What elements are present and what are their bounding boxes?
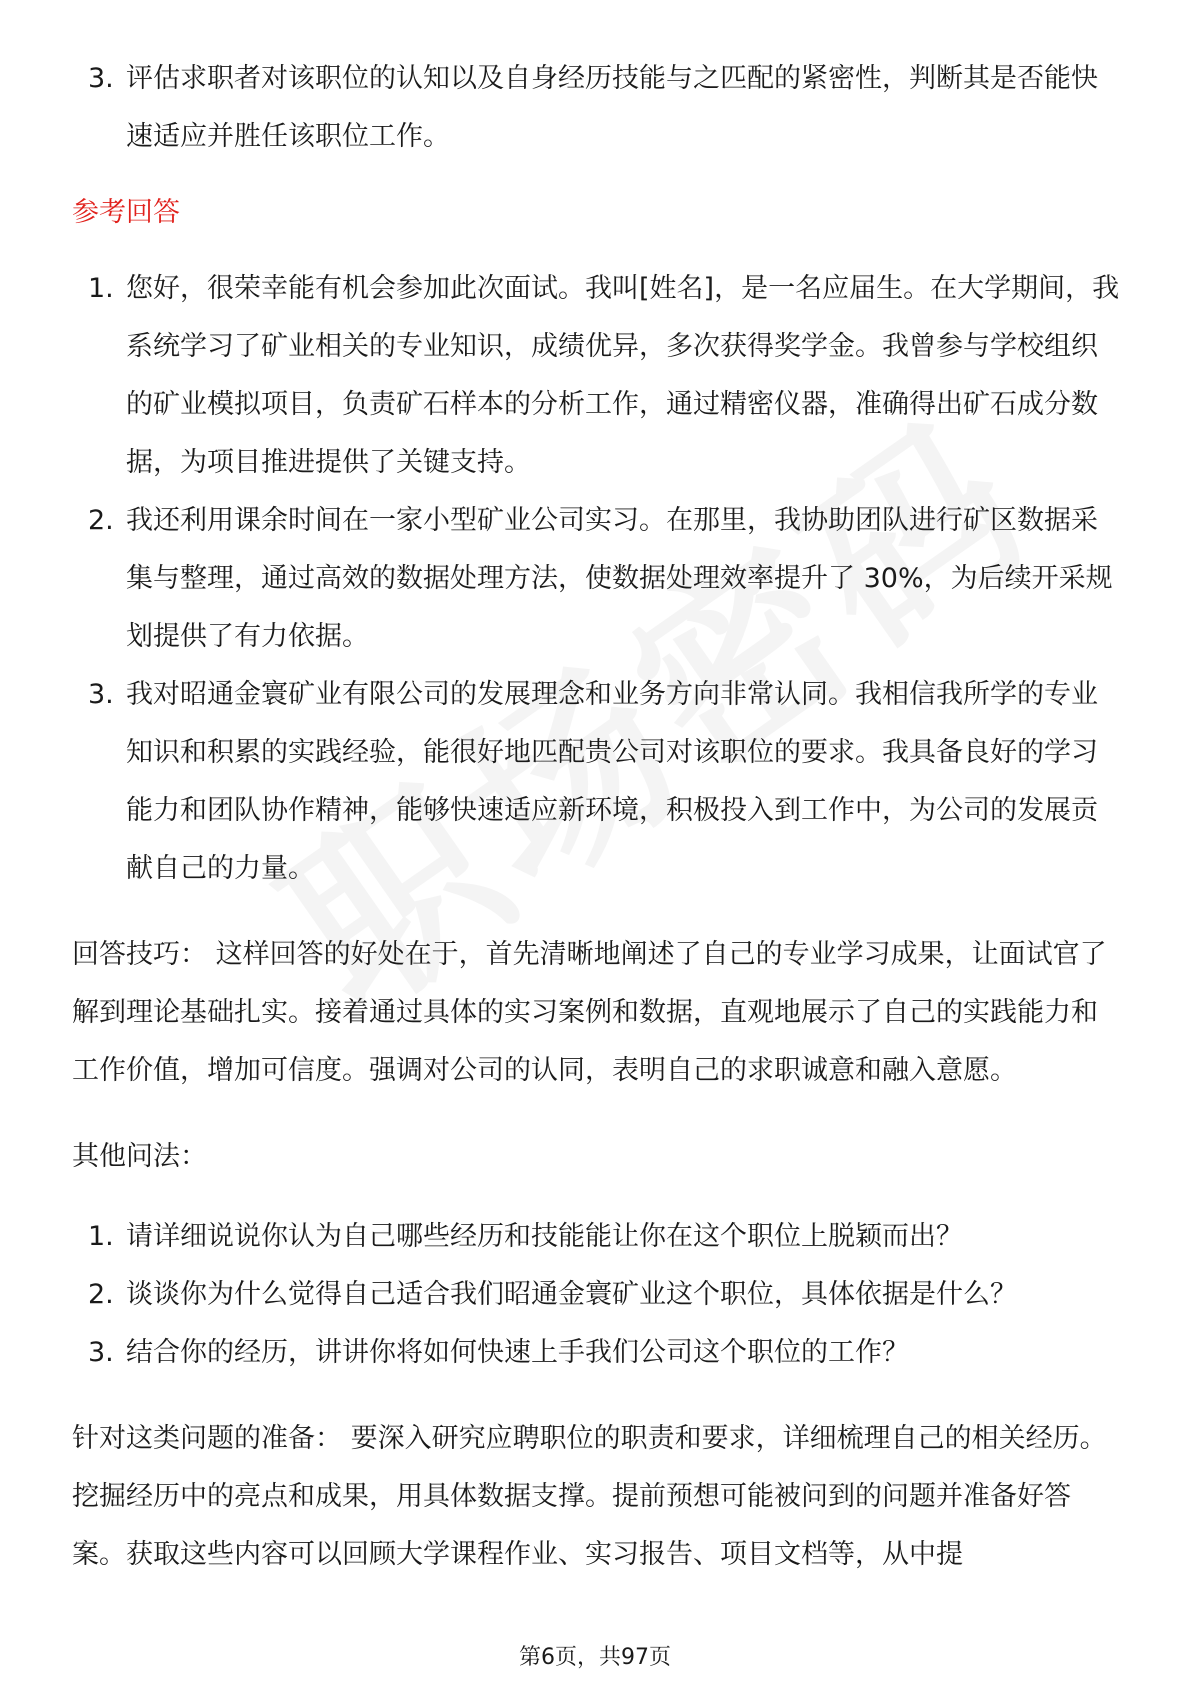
evaluation-list (72, 50, 1122, 166)
list-item (72, 666, 1122, 898)
list-item (72, 492, 1122, 666)
page-number-footer: 第6页，共97页 (519, 1645, 671, 1670)
page-content (72, 50, 1122, 1584)
list-number: 1. (88, 273, 114, 304)
list-number: 2. (88, 505, 114, 536)
reference-answer-list (72, 260, 1122, 898)
list-item (72, 1208, 1122, 1266)
list-item (72, 50, 1122, 166)
answer-tips-paragraph: 回答技巧： 这样回答的好处在于，首先清晰地阐述了自己的专业学习成果，让面试官了解到理论基础扎实。接着通过具体的实习案例和数据，直观地展示了自己的实践能力和工作价值，增加可信度。强调对公司的认同，表明自己的求职诚意和融入意愿。 (72, 939, 1107, 1086)
list-text: 结合你的经历，讲讲你将如何快速上手我们公司这个职位的工作？ (126, 1337, 909, 1368)
preparation-paragraph: 针对这类问题的准备： 要深入研究应聘职位的职责和要求，详细梳理自己的相关经历。挖掘经历中的亮点和成果，用具体数据支撑。提前预想可能被问到的问题并准备好答案。获取这些内容可以回顾大学课程作业、实习报告、项目文档等，从中提 (72, 1423, 1107, 1570)
other-questions-list (72, 1208, 1122, 1382)
list-text: 我对昭通金寰矿业有限公司的发展理念和业务方向非常认同。我相信我所学的专业知识和积累的实践经验，能很好地匹配贵公司对该职位的要求。我具备良好的学习能力和团队协作精神，能够快速适应新环境，积极投入到工作中，为公司的发展贡献自己的力量。 (126, 679, 1098, 884)
list-number: 2. (88, 1279, 114, 1310)
list-number: 3. (88, 679, 114, 710)
list-text: 请详细说说你认为自己哪些经历和技能能让你在这个职位上脱颖而出？ (126, 1221, 963, 1252)
list-number: 1. (88, 1221, 114, 1252)
list-number: 3. (88, 63, 114, 94)
other-questions-heading: 其他问法： (72, 1141, 207, 1172)
list-text: 您好，很荣幸能有机会参加此次面试。我叫[姓名]，是一名应届生。在大学期间，我系统学习了矿业相关的专业知识，成绩优异，多次获得奖学金。我曾参与学校组织的矿业模拟项目，负责矿石样本的分析工作，通过精密仪器，准确得出矿石成分数据，为项目推进提供了关键支持。 (126, 273, 1120, 478)
list-item (72, 1266, 1122, 1324)
reference-answer-heading: 参考回答 (72, 197, 180, 228)
list-text: 我还利用课余时间在一家小型矿业公司实习。在那里，我协助团队进行矿区数据采集与整理，通过高效的数据处理方法，使数据处理效率提升了 30%，为后续开采规划提供了有力依据。 (126, 505, 1113, 652)
list-item (72, 260, 1122, 492)
list-text: 谈谈你为什么觉得自己适合我们昭通金寰矿业这个职位，具体依据是什么？ (126, 1279, 1017, 1310)
list-text: 评估求职者对该职位的认知以及自身经历技能与之匹配的紧密性，判断其是否能快速适应并胜任该职位工作。 (126, 63, 1098, 152)
list-item (72, 1324, 1122, 1382)
list-number: 3. (88, 1337, 114, 1368)
